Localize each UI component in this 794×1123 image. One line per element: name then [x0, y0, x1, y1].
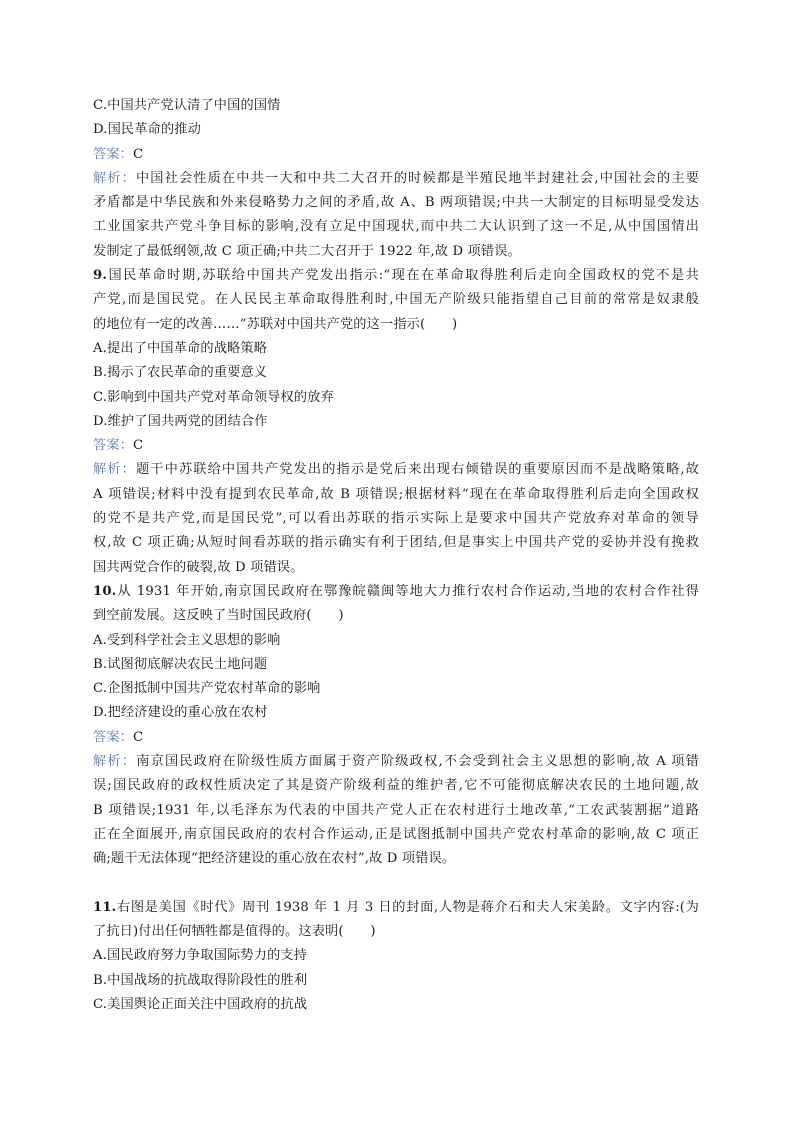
q10-analysis-line: 误;国民政府的政权性质决定了其是资产阶级利益的维护者,它不可能彻底解决农民的土地问题,故	[93, 778, 699, 794]
q8-option-d: D.国民革命的推动	[93, 122, 201, 138]
q9-option-a: A.提出了中国革命的战略策略	[93, 340, 268, 356]
q9-option-c: C.影响到中国共产党对革命领导权的放弃	[93, 389, 334, 405]
q10-stem-line: 到空前发展。这反映了当时国民政府( )	[93, 608, 344, 624]
q9-analysis-line: 国共两党合作的破裂,故 D 项错误。	[93, 559, 304, 575]
analysis-label: 解析：	[93, 754, 137, 770]
answer-label: 答案：	[93, 729, 134, 745]
q10-answer	[93, 726, 699, 750]
q9-analysis-line: A 项错误;材料中没有提到农民革命,故 B 项错误;根据材料“现在在革命取得胜利后走向全国政权	[93, 486, 699, 502]
q8-analysis-line: 发制定了最低纲领,故 C 项正确;中共二大召开于 1922 年,故 D 项错误。	[93, 243, 521, 259]
question-number: 10.	[93, 583, 117, 599]
q9-analysis-line: 的党不是共产党,而是国民党”,可以看出苏联的指示实际上是要求中国共产党放弃对革命的领导	[93, 511, 699, 527]
answer-value: C	[133, 146, 144, 162]
q9-stem-line: 的地位有一定的改善……”苏联对中国共产党的这一指示( )	[93, 316, 458, 332]
q10-stem-line: 10.从 1931 年开始,南京国民政府在鄂豫皖赣闽等地大力推行农村合作运动,当地的农村合作社得	[93, 583, 699, 599]
q11-stem-line: 了抗日)付出任何牺牲都是值得的。这表明( )	[93, 924, 376, 940]
q10-option-a: A.受到科学社会主义思想的影响	[93, 632, 281, 648]
q9-stem-line: 9.国民革命时期,苏联给中国共产党发出指示:“现在在革命取得胜利后走向全国政权的党不是共	[93, 268, 699, 284]
question-number: 9.	[93, 268, 108, 284]
answer-label: 答案：	[93, 438, 134, 454]
q11-option-c: C.美国舆论正面关注中国政府的抗战	[93, 996, 308, 1012]
q10-analysis-line: B 项错误;1931 年,以毛泽东为代表的中国共产党人正在农村进行土地改革,“工农武装割据”道路	[93, 802, 699, 818]
q9-analysis-line: 解析：题干中苏联给中国共产党发出的指示是党后来出现右倾错误的重要原因而不是战略策略,故	[93, 462, 699, 478]
q10-analysis-line: 确;题干无法体现“把经济建设的重心放在农村”,故 D 项错误。	[93, 851, 456, 867]
q9-stem-line: 产党,而是国民党。在人民民主革命取得胜利时,中国无产阶级只能指望自己目前的常常是奴隶般	[93, 292, 699, 308]
q8-analysis-line: 工业国家共产党斗争目标的影响,没有立足中国现状,而中共二大认识到了这一不足,从中国国情出	[93, 219, 699, 235]
q10-option-d: D.把经济建设的重心放在农村	[93, 705, 268, 721]
q11-stem-line: 11.右图是美国《时代》周刊 1938 年 1 月 3 日的封面,人物是蒋介石和夫人宋美龄。文字内容:(为	[93, 899, 699, 915]
analysis-label: 解析：	[93, 170, 136, 186]
answer-label: 答案：	[93, 146, 134, 162]
q10-analysis-line: 解析：南京国民政府在阶级性质方面属于资产阶级政权,不会受到社会主义思想的影响,故 A 项错	[93, 754, 699, 770]
spacer	[93, 872, 699, 896]
question-number: 11.	[93, 899, 117, 915]
q8-answer	[93, 143, 699, 167]
q10-option-c: C.企图抵制中国共产党农村革命的影响	[93, 681, 321, 697]
q8-analysis-line: 矛盾都是中华民族和外来侵略势力之间的矛盾,故 A、B 两项错误;中共一大制定的目标明显受发达	[93, 195, 699, 211]
q9-analysis-line: 权,故 C 项正确;从短时间看苏联的指示确实有利于团结,但是事实上中国共产党的妥协并没有挽救	[93, 535, 699, 551]
answer-value: C	[133, 729, 144, 745]
q11-option-b: B.中国战场的抗战取得阶段性的胜利	[93, 972, 308, 988]
q9-option-b: B.揭示了农民革命的重要意义	[93, 365, 268, 381]
q10-option-b: B.试图彻底解决农民土地问题	[93, 656, 268, 672]
q11-option-a: A.国民政府努力争取国际势力的支持	[93, 948, 308, 964]
q9-answer	[93, 434, 699, 458]
document-page	[93, 94, 699, 1017]
q10-analysis-line: 正在全面展开,南京国民政府的农村合作运动,正是试图抵制中国共产党农村革命的影响,故 C 项正	[93, 826, 699, 842]
answer-value: C	[133, 438, 144, 454]
analysis-label: 解析：	[93, 462, 136, 478]
q8-option-c: C.中国共产党认清了中国的国情	[93, 98, 281, 113]
q8-analysis-line: 解析：中国社会性质在中共一大和中共二大召开的时候都是半殖民地半封建社会,中国社会的主要	[93, 170, 699, 186]
q9-option-d: D.维护了国共两党的团结合作	[93, 413, 268, 429]
